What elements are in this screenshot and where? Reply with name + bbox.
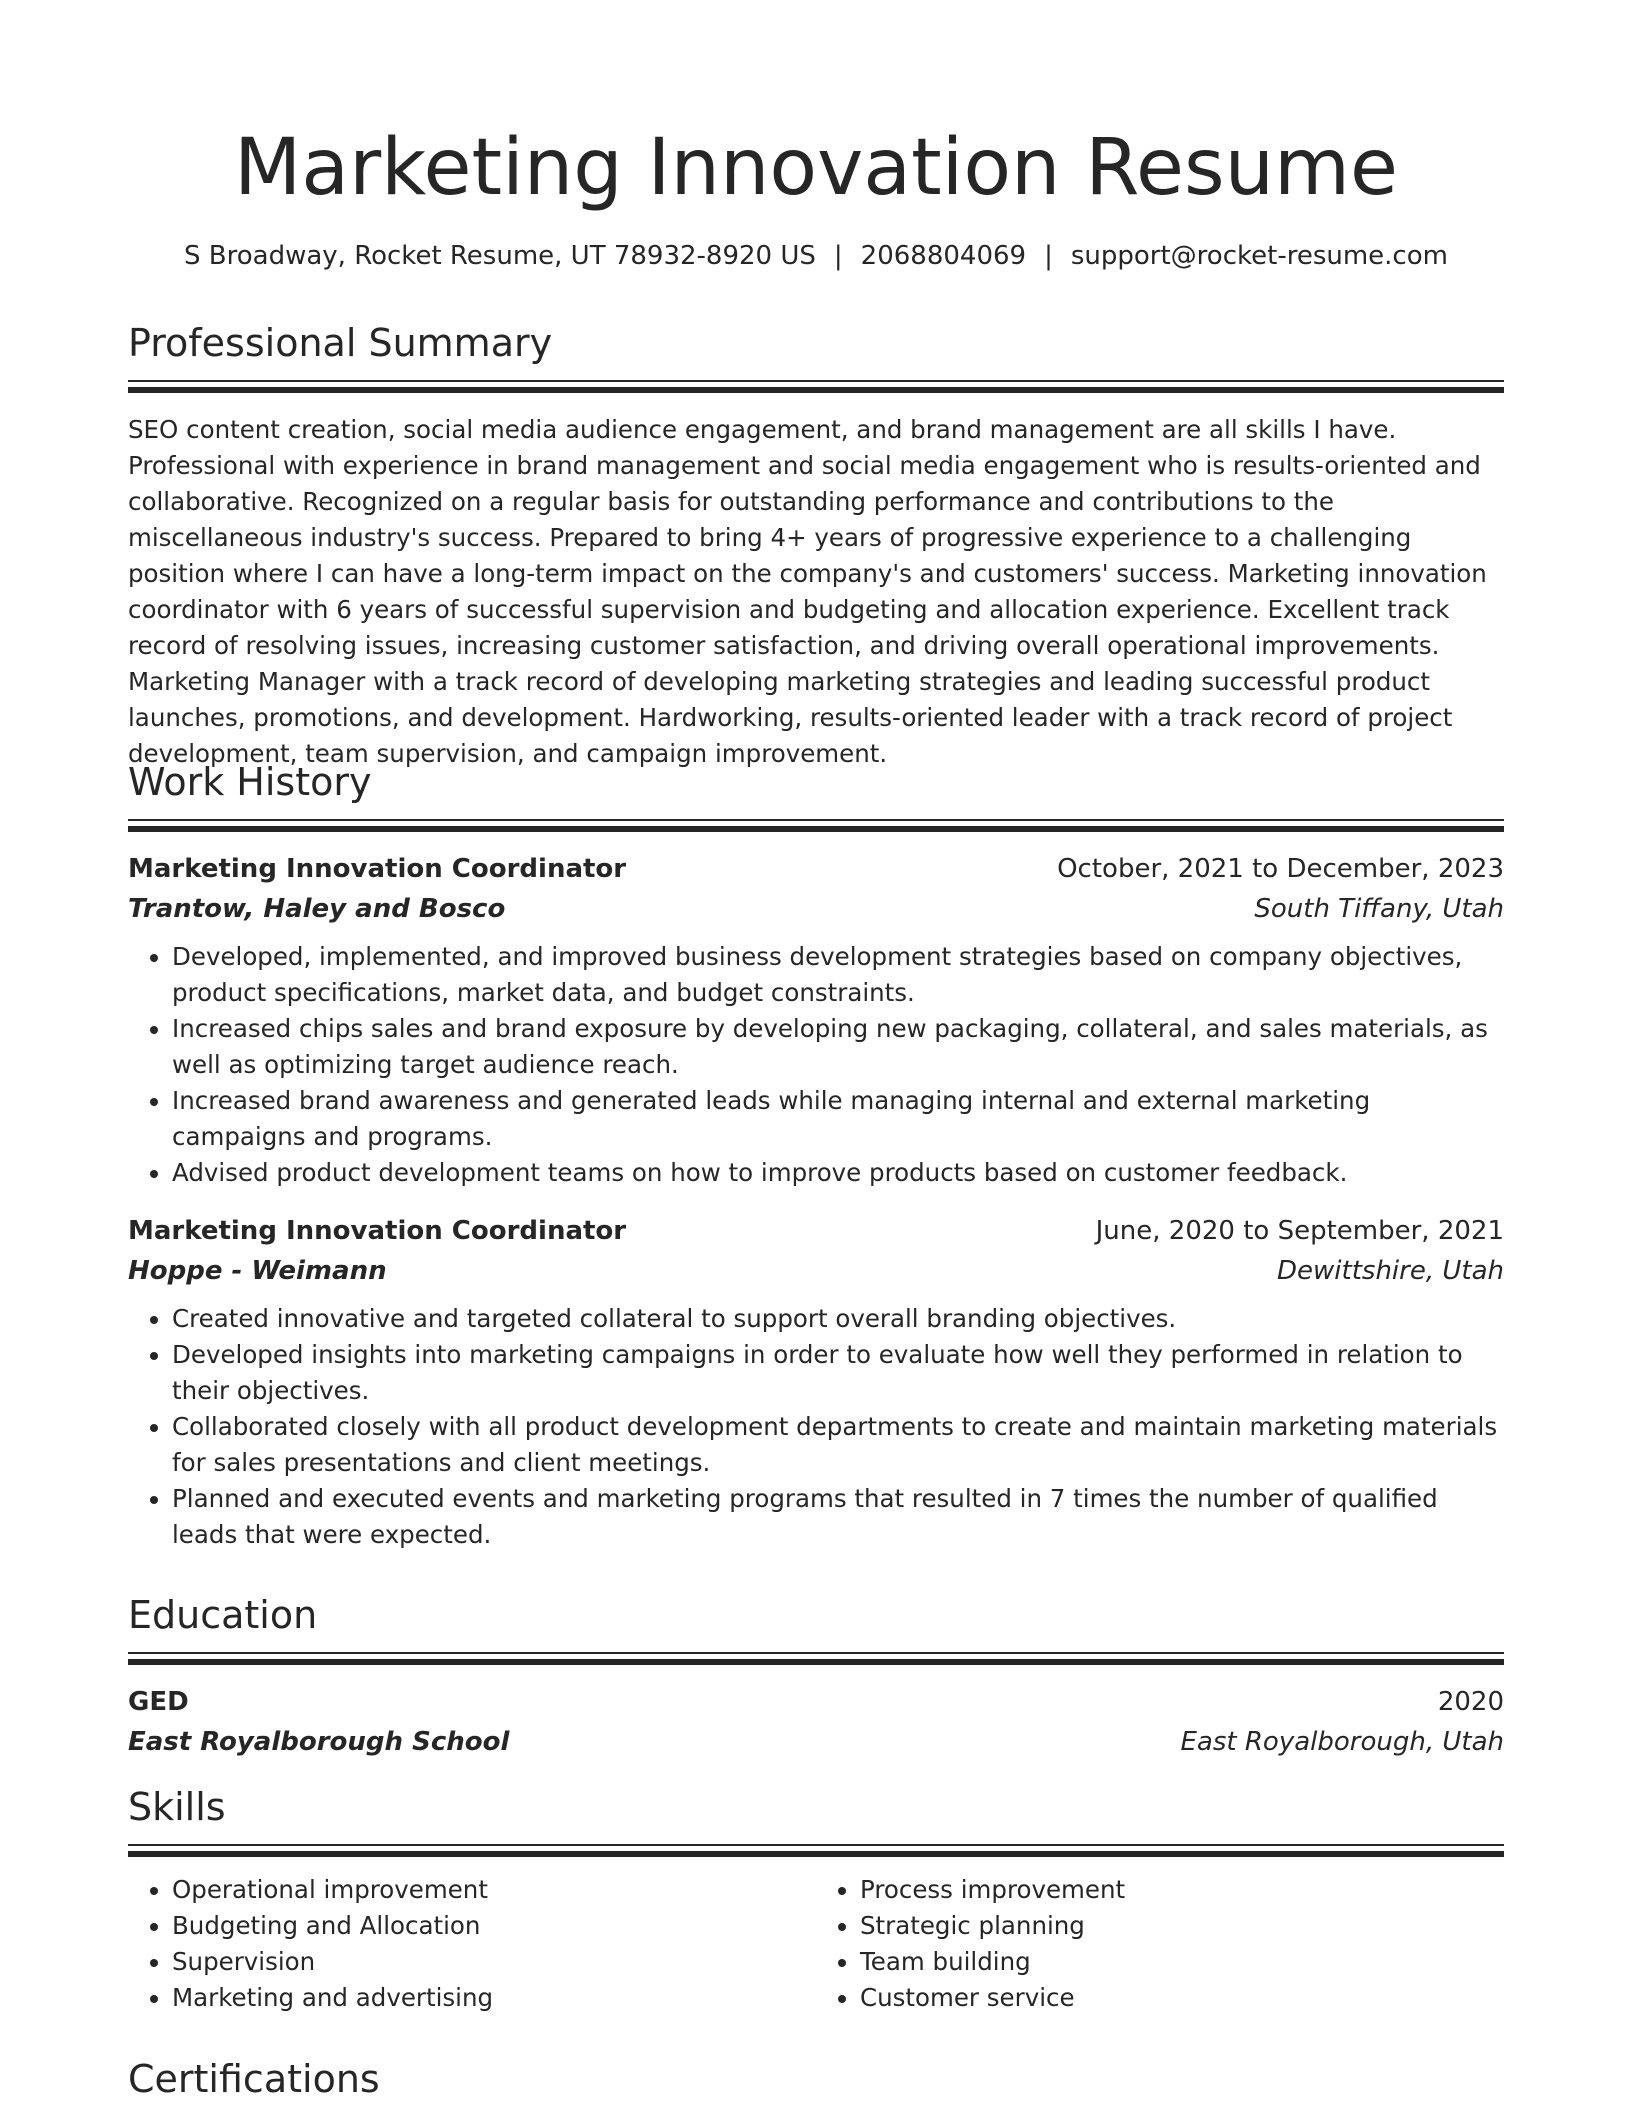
job-entry: [128, 851, 1504, 1191]
list-item: • Strategic planning: [860, 1908, 1504, 1944]
address: S Broadway, Rocket Resume, UT 78932-8920 US: [184, 241, 816, 271]
list-item: • Developed insights into marketing campaigns in order to evaluate how well they performed in relation to their objectives.: [172, 1337, 1504, 1409]
list-item: • Increased brand awareness and generated leads while managing internal and external marketing campaigns and programs.: [172, 1083, 1504, 1155]
list-item: • Collaborated closely with all product development departments to create and maintain marketing materials for sales presentations and client meetings.: [172, 1409, 1504, 1481]
section-divider: [128, 819, 1504, 833]
contact-separator: |: [1044, 241, 1053, 271]
section-divider: [128, 380, 1504, 394]
section-heading: Certifications: [128, 2057, 380, 2101]
graduation-year: 2020: [1437, 1687, 1504, 1717]
degree: GED: [128, 1687, 189, 1717]
list-item: • Budgeting and Allocation: [172, 1908, 816, 1944]
list-item: • Supervision: [172, 1944, 816, 1980]
list-item: • Marketing and advertising: [172, 1980, 816, 2016]
job-dates: October, 2021 to December, 2023: [1057, 854, 1504, 884]
job-dates: June, 2020 to September, 2021: [1095, 1216, 1504, 1246]
list-item: • Team building: [860, 1944, 1504, 1980]
list-item: • Planned and executed events and marketing programs that resulted in 7 times the number of qualified leads that were expected.: [172, 1481, 1504, 1553]
section-heading: Work History: [128, 760, 372, 804]
job-bullets: [128, 1301, 1504, 1553]
job-bullets: [128, 939, 1504, 1191]
email: support@rocket-resume.com: [1070, 241, 1448, 271]
education-section: [128, 1590, 1504, 1760]
section-heading: Professional Summary: [128, 321, 553, 365]
skills-grid: [128, 1872, 1504, 2016]
summary-section: [128, 318, 1504, 772]
work-history-section: [128, 757, 1504, 1553]
contact-line: [128, 238, 1504, 274]
section-divider: [128, 1844, 1504, 1858]
section-heading: Education: [128, 1593, 318, 1637]
contact-separator: |: [833, 241, 843, 271]
list-item: • Process improvement: [860, 1872, 1504, 1908]
job-title: Marketing Innovation Coordinator: [128, 1216, 627, 1246]
job-location: South Tiffany, Utah: [1254, 894, 1504, 924]
school-name: East Royalborough School: [128, 1727, 510, 1757]
section-divider: [128, 1652, 1504, 1666]
job-entry: [128, 1213, 1504, 1553]
skills-column-right: [816, 1872, 1504, 2016]
section-heading: Skills: [128, 1785, 226, 1829]
list-item: • Customer service: [860, 1980, 1504, 2016]
summary-text: SEO content creation, social media audience engagement, and brand management are all skills I have. Professional with experience in brand management and social media engagement who is results-oriented and collaborative. Recognized on a regular basis for outstanding performance and contributions to the miscellaneous industry's success. Prepared to bring 4+ years of progressive experience to a challenging position where I can have a long-term impact on the company's and customers' success. Marketing innovation coordinator with 6 years of successful supervision and budgeting and allocation experience. Excellent track record of resolving issues, increasing customer satisfaction, and driving overall operational improvements. Marketing Manager with a track record of developing marketing strategies and leading successful product launches, promotions, and development. Hardworking, results-oriented leader with a track record of project development, team supervision, and campaign improvement.: [128, 415, 1487, 768]
job-title: Marketing Innovation Coordinator: [128, 854, 627, 884]
school-location: East Royalborough, Utah: [1180, 1727, 1504, 1757]
resume-title: Marketing Innovation Resume: [233, 123, 1399, 213]
job-location: Dewittshire, Utah: [1277, 1256, 1504, 1286]
list-item: • Increased chips sales and brand exposure by developing new packaging, collateral, and sales materials, as well as optimizing target audience reach.: [172, 1011, 1504, 1083]
list-item: • Developed, implemented, and improved business development strategies based on company objectives, product specifications, market data, and budget constraints.: [172, 939, 1504, 1011]
list-item: • Created innovative and targeted collateral to support overall branding objectives.: [172, 1301, 1504, 1337]
company-name: Trantow, Haley and Bosco: [128, 894, 506, 924]
list-item: • Advised product development teams on how to improve products based on customer feedback.: [172, 1155, 1504, 1191]
skills-section: [128, 1782, 1504, 2016]
skills-column-left: [128, 1872, 816, 2016]
company-name: Hoppe - Weimann: [128, 1256, 387, 1286]
phone: 2068804069: [860, 241, 1027, 271]
certifications-section: [128, 2054, 1504, 2104]
list-item: • Operational improvement: [172, 1872, 816, 1908]
